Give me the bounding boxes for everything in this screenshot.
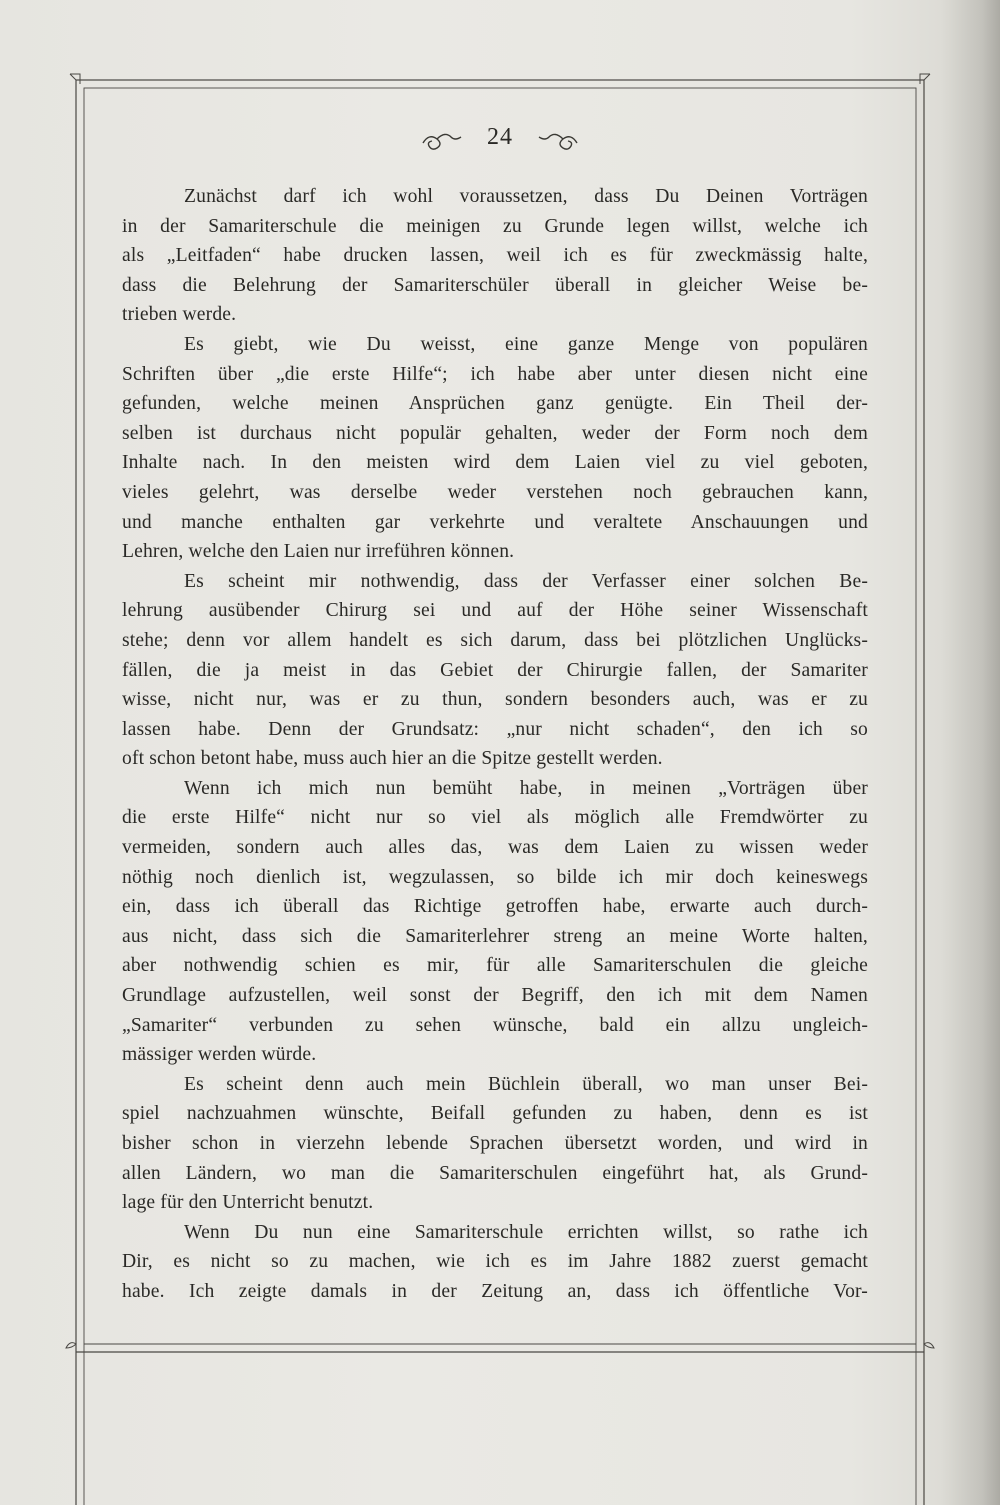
text-line: und manche enthalten gar verkehrte und veraltete Anschauungen und [122,511,868,533]
text-line: aber nothwendig schien es mir, für alle Samariterschulen die gleiche [122,955,868,977]
text-line: ein, dass ich überall das Richtige getroffen habe, erwarte auch durch- [122,896,868,918]
text-line: lage für den Unterricht benutzt. [122,1192,374,1214]
text-line: vermeiden, sondern auch alles das, was dem Laien zu wissen weder [122,837,868,859]
text-line: als „Leitfaden“ habe drucken lassen, weil ich es für zweckmässig halte, [122,245,868,267]
left-ornament-icon [419,125,465,151]
text-line: gefunden, welche meinen Ansprüchen ganz genügte. Ein Theil der- [122,393,868,415]
text-line: Inhalte nach. In den meisten wird dem Laien viel zu viel geboten, [122,452,868,474]
text-line: lehrung ausübender Chirurg sei und auf der Höhe seiner Wissenschaft [122,600,868,622]
text-line: Lehren, welche den Laien nur irreführen können. [122,541,515,563]
text-line: Schriften über „die erste Hilfe“; ich habe aber unter diesen nicht eine [122,363,868,385]
text-line: aus nicht, dass sich die Samariterlehrer streng an meine Worte halten, [122,925,868,947]
text-line: Wenn Du nun eine Samariterschule errichten willst, so rathe ich [184,1221,868,1243]
text-line: lassen habe. Denn der Grundsatz: „nur nicht schaden“, den ich so [122,718,868,740]
text-line: trieben werde. [122,304,237,326]
text-line: „Samariter“ verbunden zu sehen wünsche, bald ein allzu ungleich- [122,1014,868,1036]
text-line: Wenn ich mich nun bemüht habe, in meinen „Vorträgen über [184,777,868,799]
text-line: oft schon betont habe, muss auch hier an die Spitze gestellt werden. [122,748,663,770]
page-header [0,124,1000,164]
text-line: spiel nachzuahmen wünschte, Beifall gefunden zu haben, denn es ist [122,1103,868,1125]
text-line: fällen, die ja meist in das Gebiet der Chirurgie fallen, der Samariter [122,659,868,681]
text-line: habe. Ich zeigte damals in der Zeitung an, dass ich öffentliche Vor- [122,1280,868,1302]
page-number: 24 [487,124,513,150]
text-line: die erste Hilfe“ nicht nur so viel als möglich alle Fremdwörter zu [122,807,868,829]
body-text [122,182,868,1307]
text-line: in der Samariterschule die meinigen zu Grunde legen willst, welche ich [122,215,868,237]
text-line: vieles gelehrt, was derselbe weder verstehen noch gebrauchen kann, [122,481,868,503]
text-line: Es scheint mir nothwendig, dass der Verfasser einer solchen Be- [184,570,868,592]
text-line: wisse, nicht nur, was er zu thun, sondern besonders auch, was er zu [122,689,868,711]
text-line: selben ist durchaus nicht populär gehalten, weder der Form noch dem [122,422,868,444]
text-line: dass die Belehrung der Samariterschüler überall in gleicher Weise be- [122,274,868,296]
text-line: Zunächst darf ich wohl voraussetzen, dass Du Deinen Vorträgen [184,186,868,207]
text-line: mässiger werden würde. [122,1044,317,1066]
text-line: allen Ländern, wo man die Samariterschulen eingeführt hat, als Grund- [122,1162,868,1184]
text-line: bisher schon in vierzehn lebende Sprachen übersetzt worden, und wird in [122,1133,868,1154]
text-line: nöthig noch dienlich ist, wegzulassen, so bilde ich mir doch keineswegs [122,866,868,888]
text-line: Es giebt, wie Du weisst, eine ganze Menge von populären [184,333,868,355]
right-ornament-icon [535,125,581,151]
text-line: stehe; denn vor allem handelt es sich darum, dass bei plötzlichen Unglücks- [122,629,868,651]
text-line: Dir, es nicht so zu machen, wie ich es im Jahre 1882 zuerst gemacht [122,1251,868,1273]
text-line: Grundlage aufzustellen, weil sonst der Begriff, den ich mit dem Namen [122,985,868,1007]
text-line: Es scheint denn auch mein Büchlein überall, wo man unser Bei- [184,1073,868,1095]
